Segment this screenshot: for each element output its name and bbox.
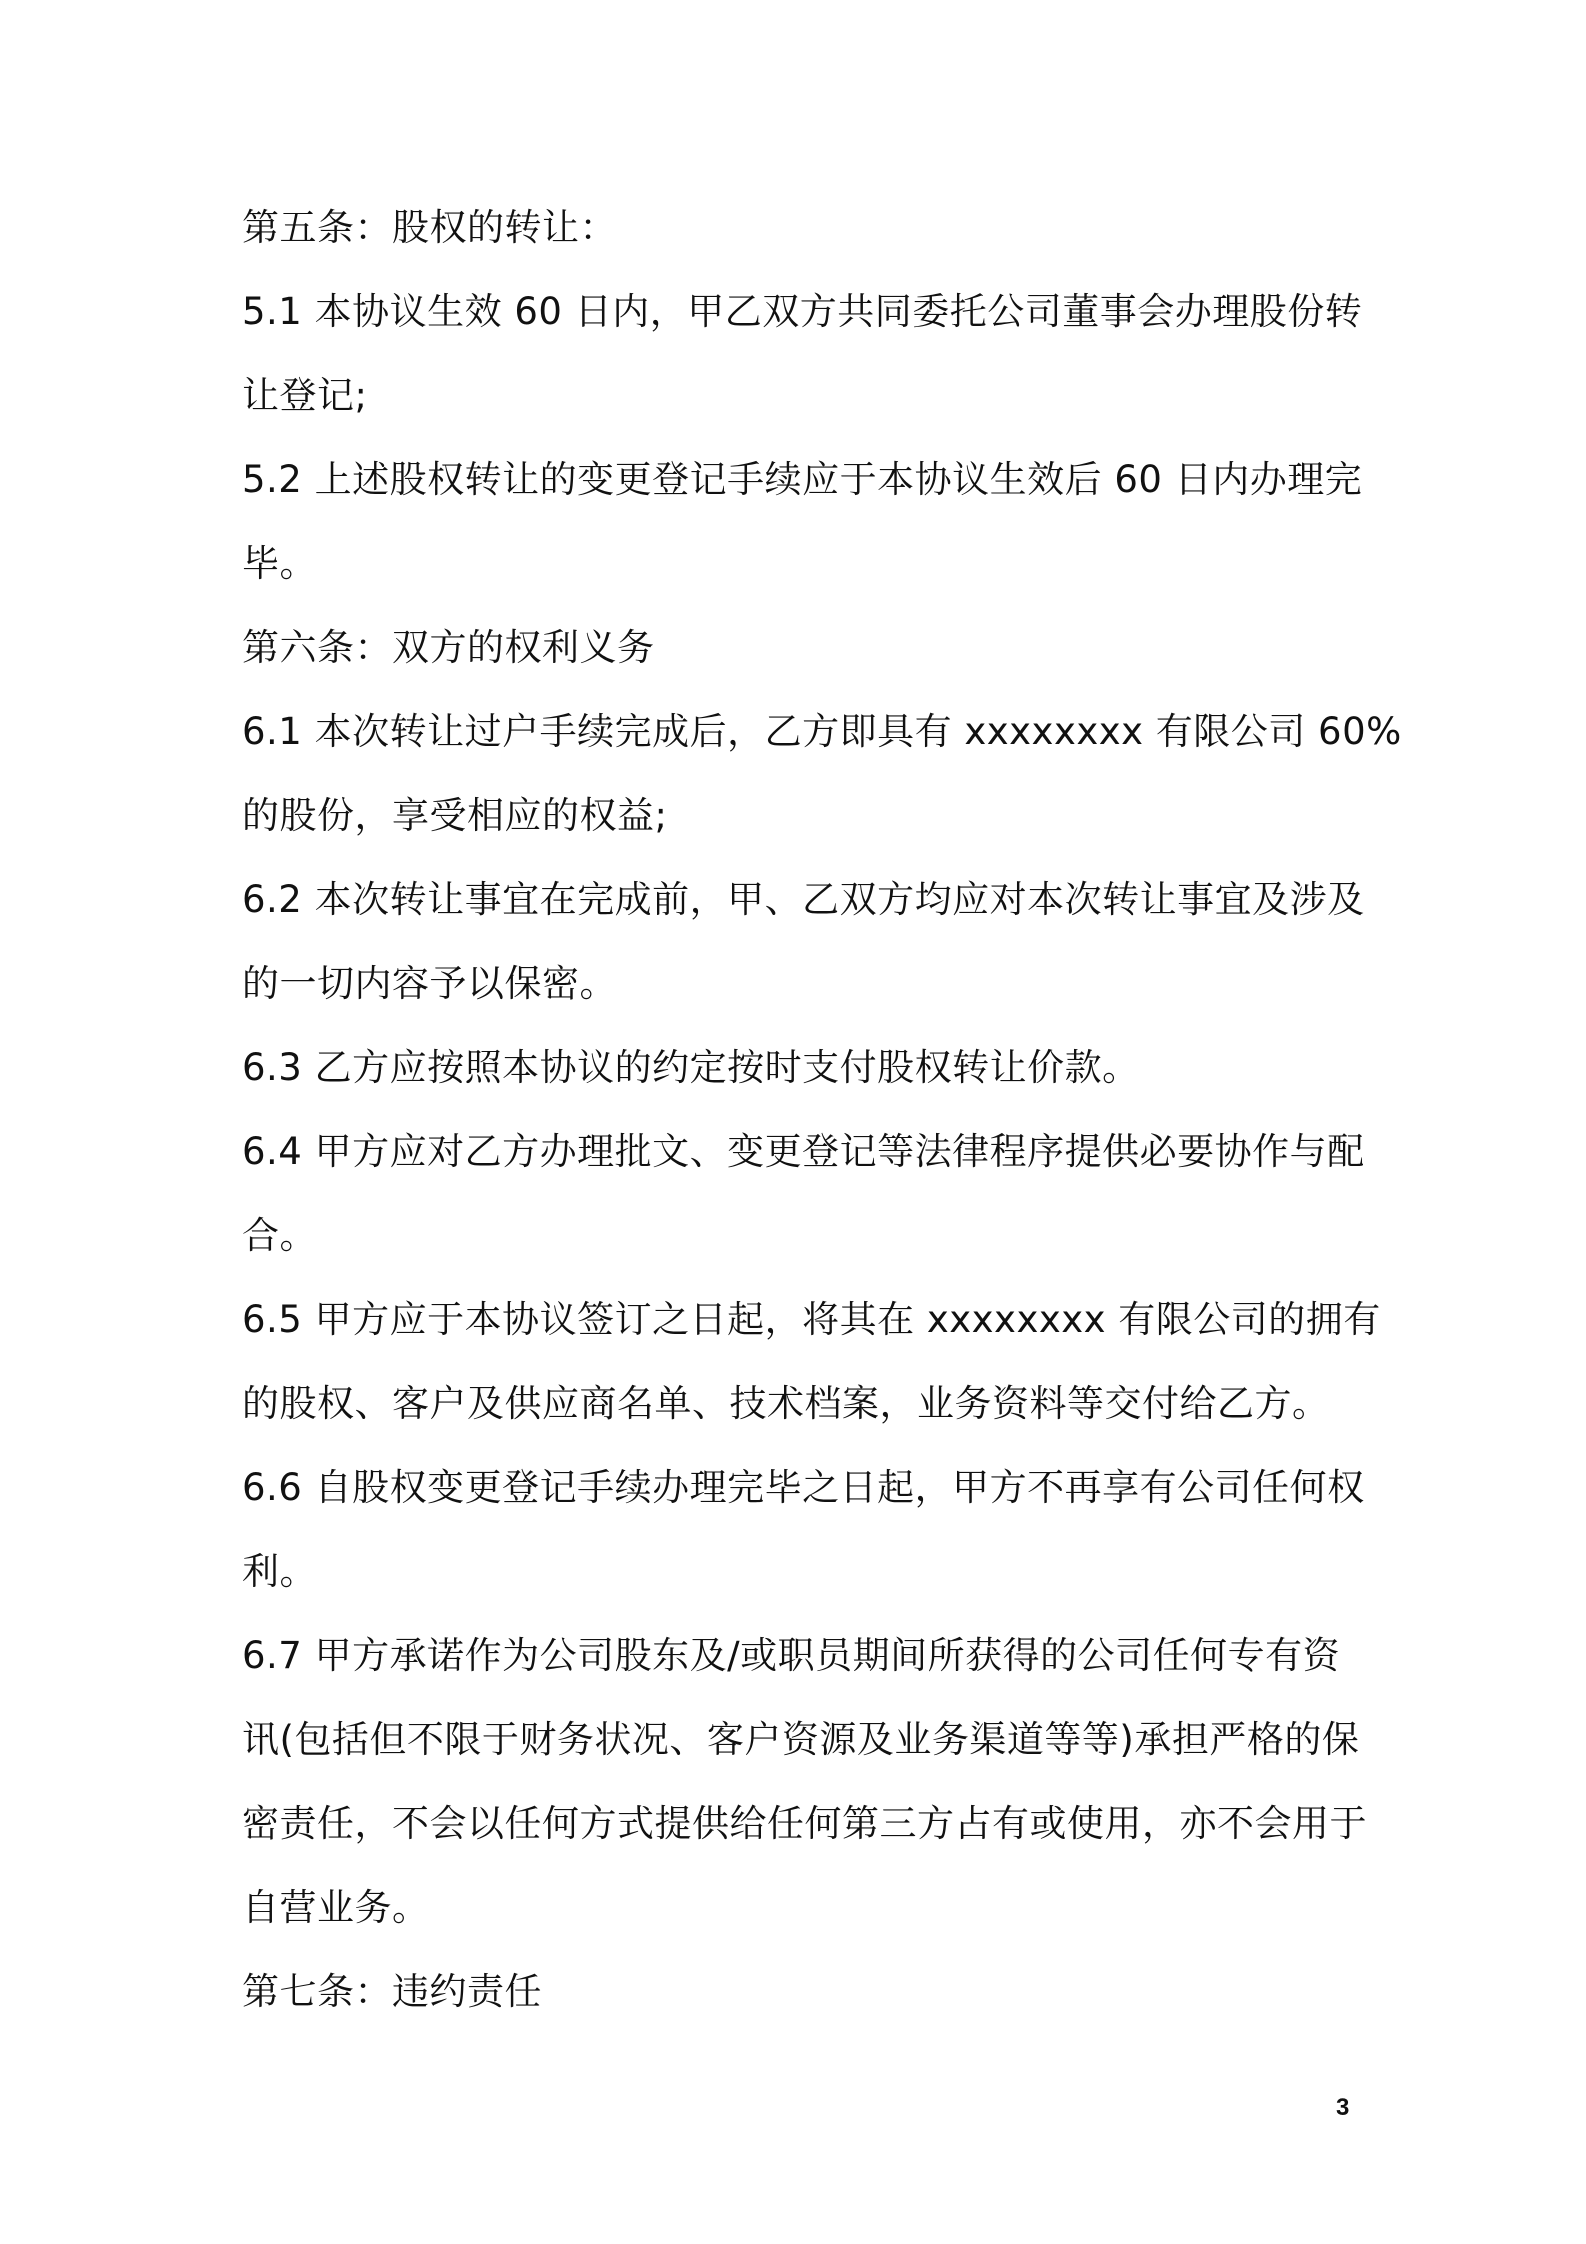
clause-5-1-line-2: 让登记; bbox=[242, 374, 368, 417]
clause-5-1-line-1: 5.1 本协议生效 60 日内，甲乙双方共同委托公司董事会办理股份转 bbox=[242, 290, 1363, 333]
clause-6-2-line-1: 6.2 本次转让事宜在完成前，甲、乙双方均应对本次转让事宜及涉及 bbox=[242, 878, 1365, 921]
clause-6-6-line-1: 6.6 自股权变更登记手续办理完毕之日起，甲方不再享有公司任何权 bbox=[242, 1466, 1365, 1509]
clause-6-7-line-4: 自营业务。 bbox=[242, 1886, 430, 1929]
clause-6-2-line-2: 的一切内容予以保密。 bbox=[242, 962, 617, 1005]
article-6-heading: 第六条：双方的权利义务 bbox=[242, 626, 655, 669]
clause-5-2-line-1: 5.2 上述股权转让的变更登记手续应于本协议生效后 60 日内办理完 bbox=[242, 458, 1363, 501]
clause-6-5-line-1: 6.5 甲方应于本协议签订之日起，将其在 xxxxxxxx 有限公司的拥有 bbox=[242, 1298, 1381, 1341]
clause-6-7-line-2: 讯(包括但不限于财务状况、客户资源及业务渠道等等)承担严格的保 bbox=[242, 1718, 1360, 1761]
page-number: 3 bbox=[1336, 2094, 1350, 2121]
clause-6-7-line-1: 6.7 甲方承诺作为公司股东及/或职员期间所获得的公司任何专有资 bbox=[242, 1634, 1341, 1677]
clause-6-6-line-2: 利。 bbox=[242, 1550, 317, 1593]
clause-6-1-line-1: 6.1 本次转让过户手续完成后，乙方即具有 xxxxxxxx 有限公司 60% bbox=[242, 710, 1402, 753]
clause-6-4-line-2: 合。 bbox=[242, 1214, 317, 1257]
article-5-heading: 第五条：股权的转让： bbox=[242, 206, 617, 249]
clause-6-5-line-2: 的股权、客户及供应商名单、技术档案，业务资料等交付给乙方。 bbox=[242, 1382, 1330, 1425]
clause-6-4-line-1: 6.4 甲方应对乙方办理批文、变更登记等法律程序提供必要协作与配 bbox=[242, 1130, 1365, 1173]
clause-6-3: 6.3 乙方应按照本协议的约定按时支付股权转让价款。 bbox=[242, 1046, 1140, 1089]
clause-6-7-line-3: 密责任，不会以任何方式提供给任何第三方占有或使用，亦不会用于 bbox=[242, 1802, 1367, 1845]
article-7-heading: 第七条：违约责任 bbox=[242, 1970, 542, 2013]
clause-6-1-line-2: 的股份，享受相应的权益; bbox=[242, 794, 668, 837]
clause-5-2-line-2: 毕。 bbox=[242, 542, 317, 585]
